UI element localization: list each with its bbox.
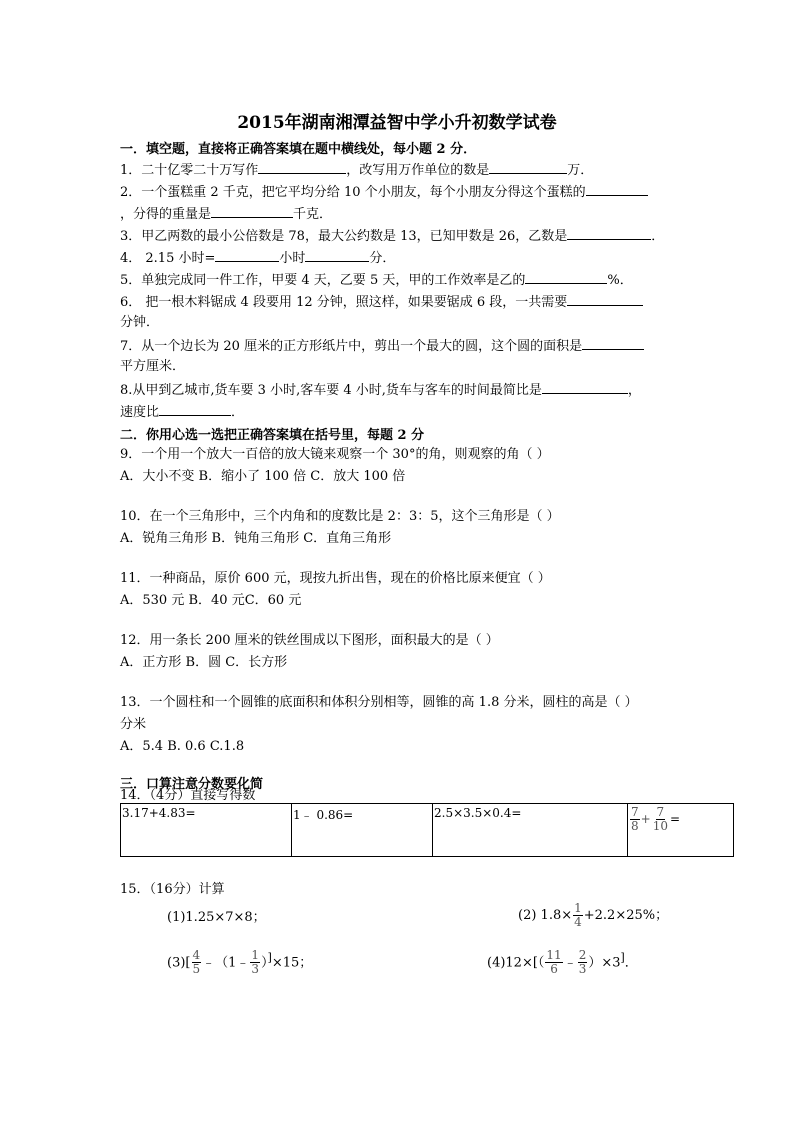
question-4: 4． 2.15 小时= 小时 分． [120, 248, 395, 268]
question-7-cont: 平方厘米． [120, 359, 186, 374]
question-9-options[interactable]: A．大小不变 B．缩小了 100 倍 C．放大 100 倍 [120, 469, 406, 484]
question-6-cont: 分钟． [120, 315, 160, 330]
answer-blank[interactable] [489, 160, 567, 174]
question-11: 11．一种商品，原价 600 元，现按九折出售，现在的价格比原来便宜（ ） [120, 571, 551, 586]
question-10-options[interactable]: A．锐角三角形 B．钝角三角形 C．直角三角形 [120, 531, 392, 546]
fraction: $\frac{1}{3}$ [251, 948, 260, 977]
section1-heading: 一．填空题，直接将正确答案填在题中横线处，每小题 2 分． [120, 142, 477, 157]
calc-2: (2) 1.8× $\frac{1}{4}$ +2.2×25%； [518, 901, 669, 929]
answer-blank[interactable] [567, 226, 651, 240]
calc-cell[interactable]: 3.17+4.83= [121, 804, 292, 857]
question-7: 7．从一个边长为 20 厘米的正方形纸片中，剪出一个最大的圆，这个圆的面积是 [120, 336, 644, 356]
section3-heading: 三．口算注意分数要化简 [120, 777, 264, 792]
calc-table [120, 803, 734, 857]
answer-blank[interactable] [211, 204, 293, 218]
section2-heading: 二．你用心选一选把正确答案填在括号里，每题 2 分 [120, 428, 425, 443]
answer-blank[interactable] [159, 402, 231, 416]
fraction: $\frac{4}{5}$ [192, 948, 201, 977]
question-10: 10．在一个三角形中，三个内角和的度数比是 2：3：5，这个三角形是（ ） [120, 509, 560, 524]
question-1: 1．二十亿零二十万写作 ，改写用万作单位的数是 万． [120, 160, 593, 180]
answer-blank[interactable] [305, 248, 369, 262]
answer-blank[interactable] [582, 336, 644, 350]
fraction: $\frac{2}{3}$ [578, 948, 587, 977]
question-8-cont: 速度比 ． [120, 402, 244, 422]
fraction: $\frac{1}{4}$ [574, 901, 582, 929]
calc-cell[interactable]: 2.5×3.5×0.4= [433, 804, 628, 857]
answer-blank[interactable] [215, 248, 279, 262]
calc-cell[interactable]: 1﹣ 0.86= [292, 804, 433, 857]
answer-blank[interactable] [258, 160, 346, 174]
answer-blank[interactable] [542, 380, 628, 394]
question-13-options[interactable]: A．5.4 B. 0.6 C.1.8 [120, 739, 245, 754]
question-2: 2．一个蛋糕重 2 千克，把它平均分给 10 个小朋友，每个小朋友分得这个蛋糕的 [120, 182, 648, 202]
answer-blank[interactable] [525, 270, 607, 284]
fraction: $\frac{7}{10}$ [652, 805, 668, 833]
question-12-options[interactable]: A．正方形 B．圆 C．长方形 [120, 655, 288, 670]
question-11-options[interactable]: A．530 元 B．40 元C．60 元 [120, 593, 302, 608]
fraction: $\frac{11}{6}$ [546, 948, 562, 977]
answer-blank[interactable] [586, 182, 648, 196]
question-13: 13．一个圆柱和一个圆锥的底面积和体积分别相等，圆锥的高 1.8 分米，圆柱的高是（ ） [120, 695, 638, 710]
question-15-label: 15．（16分）计算 [120, 882, 225, 897]
question-12: 12．用一条长 200 厘米的铁丝围成以下图形，面积最大的是（ ） [120, 633, 499, 648]
question-3: 3．甲乙两数的最小公倍数是 78，最大公约数是 13，已知甲数是 26，乙数是 ． [120, 226, 664, 246]
question-13-unit: 分米 [120, 717, 147, 732]
page-title: 2015年湖南湘潭益智中学小升初数学试卷 [237, 113, 557, 133]
question-8: 8.从甲到乙城市,货车要 3 小时,客车要 4 小时,货车与客车的时间最简比是 ， [120, 380, 641, 400]
question-14-label: 14．（4分）直接写得数 [120, 788, 256, 803]
question-9: 9．一个用一个放大一百倍的放大镜来观察一个 30°的角，则观察的角（ ） [120, 447, 550, 462]
calc-3: (3)[ $\frac{4}{5}$ ﹣（1﹣ $\frac{1}{3}$ ）]×15； [167, 948, 313, 977]
question-2-cont: ，分得的重量是 千克． [120, 204, 332, 224]
calc-cell[interactable]: $\frac{7}{8}$ + $\frac{7}{10}$ = [628, 804, 734, 857]
fraction: $\frac{7}{8}$ [631, 805, 639, 833]
question-5: 5．单独完成同一件工作，甲要 4 天，乙要 5 天，甲的工作效率是乙的 %． [120, 270, 633, 290]
calc-1: (1)1.25×7×8； [167, 910, 266, 925]
answer-blank[interactable] [567, 292, 643, 306]
calc-4: (4)12×[（ $\frac{11}{6}$ ﹣ $\frac{2}{3}$ ）×3]． [487, 948, 638, 977]
question-6: 6． 把一根木料锯成 4 段要用 12 分钟，照这样，如果要锯成 6 段，一共需要 [120, 292, 643, 312]
